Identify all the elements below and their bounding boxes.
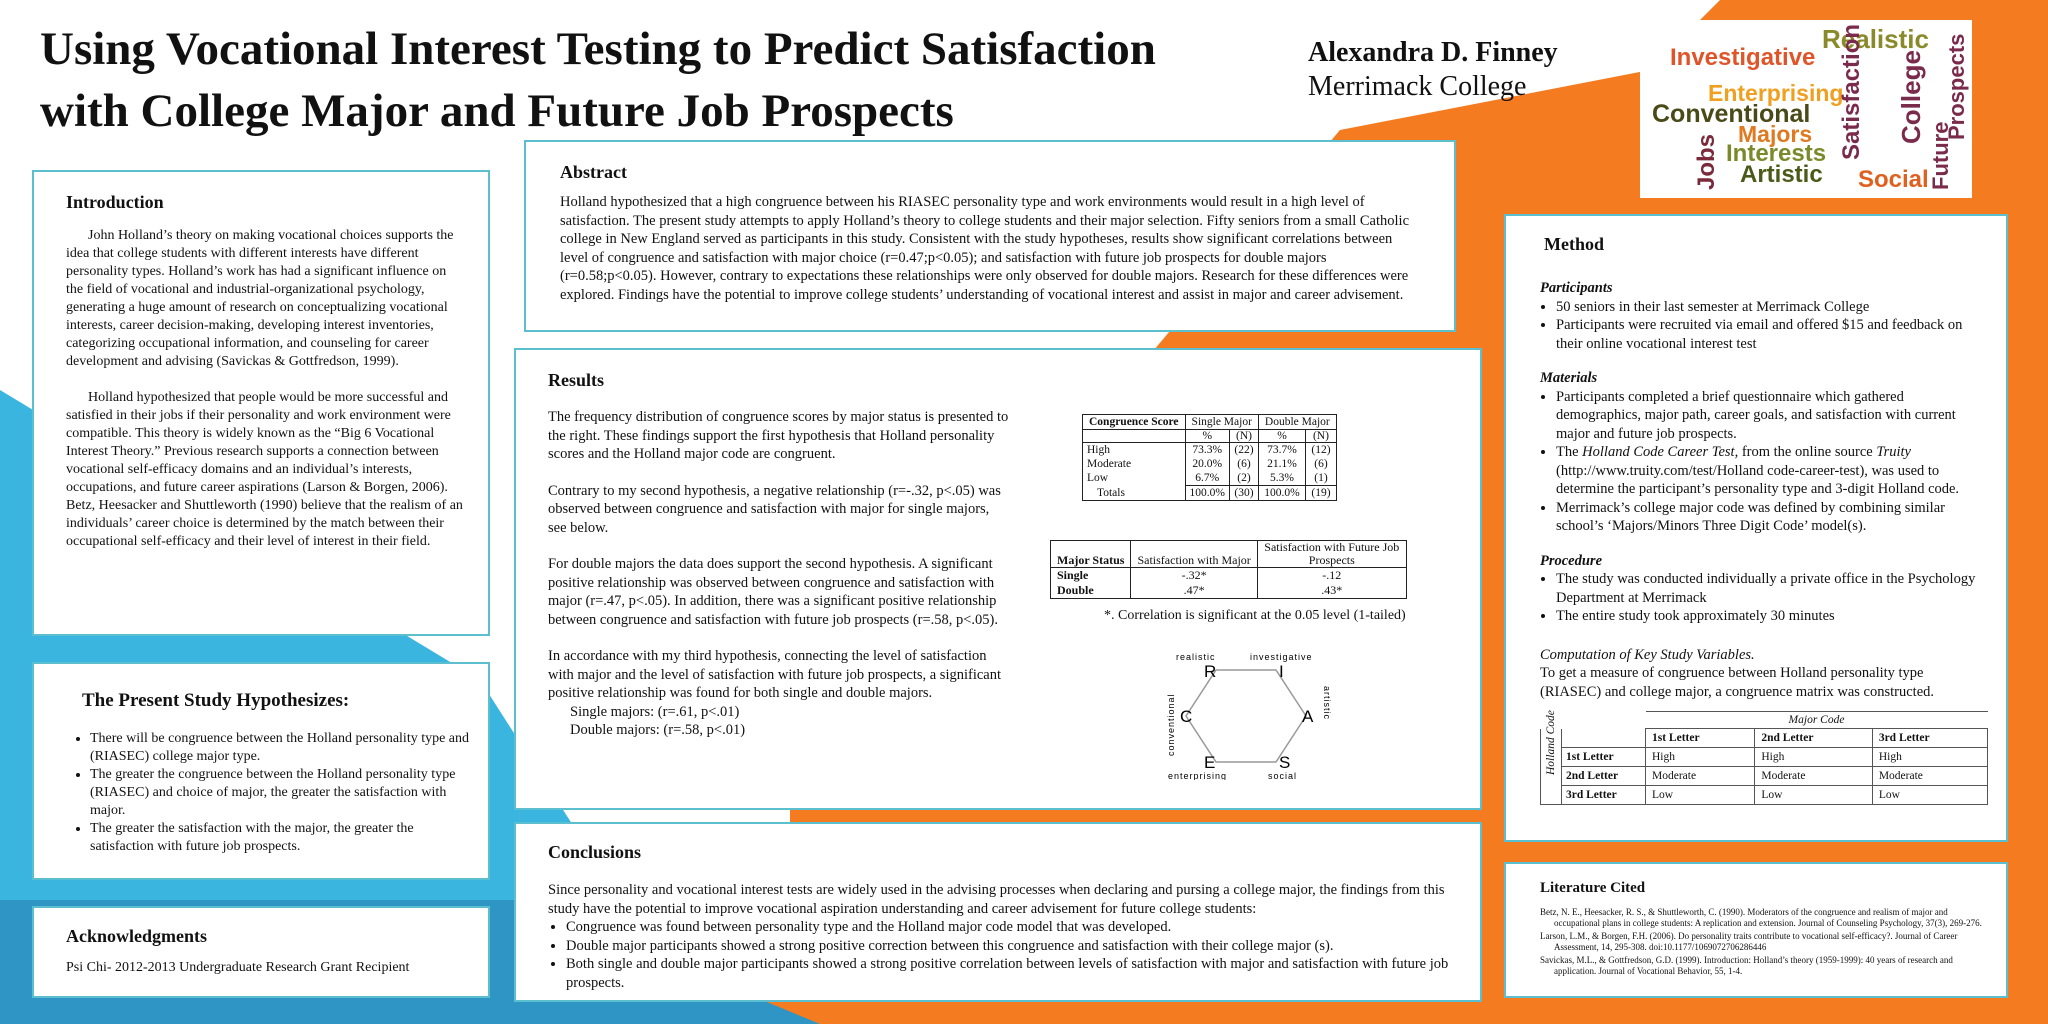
test-name: Holland Code Career Test, bbox=[1582, 444, 1739, 460]
results-p2: Contrary to my second hypothesis, a negative relationship (r=-.32, p<.05) was observed between congruence and satisfaction with major for single majors, see below. bbox=[548, 482, 1001, 536]
materials-list bbox=[1540, 388, 1988, 536]
word-investigative: Investigative bbox=[1670, 44, 1816, 71]
freq-row-label: High bbox=[1083, 443, 1186, 458]
freq-cell: (19) bbox=[1306, 486, 1337, 501]
word-interests: Interests bbox=[1726, 140, 1827, 167]
results-text bbox=[548, 408, 1010, 740]
materials-text: The bbox=[1556, 444, 1583, 460]
hex-letter-e: E bbox=[1204, 753, 1216, 772]
corr-header-status: Major Status bbox=[1051, 541, 1131, 568]
matrix-cell: Moderate bbox=[1755, 767, 1872, 786]
hex-letter-a: A bbox=[1302, 707, 1314, 726]
materials-text: (http://www.truity.com/test/Holland code-career-test), was used to determine the participant’s personality type and 3-digit Holland code. bbox=[1556, 462, 1960, 497]
list-item: • Merrimack’s college major code was defined by combining similar school’s ‘Majors/Minors Three Digit Code’ model(s). bbox=[1556, 499, 1988, 536]
conclusions-list bbox=[548, 918, 1450, 992]
word-jobs: Jobs bbox=[1693, 133, 1720, 190]
corr-header-future: Satisfaction with Future Job Prospects bbox=[1264, 540, 1400, 567]
freq-cell: 5.3% bbox=[1258, 471, 1305, 486]
hypotheses-heading: The Present Study Hypothesizes: bbox=[82, 690, 350, 711]
results-p4: In accordance with my third hypothesis, connecting the level of satisfaction with major and the level of satisfaction with future job prospects, a significant positive relationship was found for both single and double majors. bbox=[548, 648, 1002, 701]
hex-letter-c: C bbox=[1180, 707, 1193, 726]
introduction-p1: John Holland’s theory on making vocational choices supports the idea that college students with different interests have different personality types. Holland’s work has had a significant influence on the field of vocational and industrial-organizational psychology, generating a huge amount of research on conceptualizing vocational interests, career decision-making, developing interest inventories, categorizing occupational information, and counseling for career development and advising (Savickas & Gottfredson, 1999). bbox=[66, 228, 454, 369]
hex-label-social: social bbox=[1268, 771, 1298, 780]
table-row bbox=[1541, 748, 1988, 767]
list-item: • Double major participants showed a strong positive correction between this congruence and satisfaction with their college major (s). bbox=[566, 937, 1450, 956]
word-social: Social bbox=[1858, 166, 1929, 193]
freq-row-label: Moderate bbox=[1083, 457, 1186, 471]
corr-cell: -.12 bbox=[1322, 568, 1342, 582]
hex-letter-r: R bbox=[1204, 662, 1217, 681]
table-row bbox=[1051, 583, 1407, 599]
participants-list bbox=[1540, 298, 1988, 354]
freq-header-single: Single Major bbox=[1185, 415, 1258, 430]
matrix-empty bbox=[1562, 712, 1646, 729]
matrix-cell: Moderate bbox=[1872, 767, 1987, 786]
hex-label-conventional: conventional bbox=[1166, 693, 1176, 756]
table-row bbox=[1051, 568, 1407, 584]
freq-row-label: Low bbox=[1083, 471, 1186, 486]
freq-row-label: Totals bbox=[1083, 486, 1186, 501]
word-majors: Majors bbox=[1738, 121, 1813, 147]
matrix-row-header: 3rd Letter bbox=[1562, 786, 1646, 805]
table-row bbox=[1083, 471, 1337, 486]
matrix-empty bbox=[1562, 729, 1646, 748]
hypotheses-list bbox=[70, 730, 478, 856]
hex-label-enterprising: enterprising bbox=[1168, 771, 1228, 780]
procedure-list bbox=[1540, 570, 1988, 626]
matrix-cell: Low bbox=[1755, 786, 1872, 805]
correlation-table bbox=[1050, 540, 1407, 599]
word-conventional: Conventional bbox=[1652, 100, 1811, 128]
matrix-cell: High bbox=[1872, 748, 1987, 767]
list-item: • Both single and double major participants showed a strong positive correlation between levels of satisfaction with major and satisfaction with future job prospects. bbox=[566, 955, 1450, 992]
freq-cell: (6) bbox=[1314, 458, 1328, 470]
matrix-cell: High bbox=[1646, 748, 1755, 767]
word-cloud bbox=[1640, 20, 1972, 198]
freq-cell: (6) bbox=[1230, 457, 1259, 471]
introduction-heading: Introduction bbox=[66, 192, 164, 212]
results-p1: The frequency distribution of congruence scores by major status is presented to the right. These findings support the first hypothesis that Holland personality scores and the Holland major code are congruent. bbox=[548, 409, 1009, 462]
matrix-cell: Low bbox=[1646, 786, 1755, 805]
matrix-col-header: 1st Letter bbox=[1646, 729, 1755, 748]
hex-letter-i: I bbox=[1279, 662, 1284, 681]
acknowledgments-text: Psi Chi- 2012-2013 Undergraduate Research Grant Recipient bbox=[66, 960, 410, 975]
matrix-col-header: 3rd Letter bbox=[1872, 729, 1987, 748]
word-future: Future bbox=[1928, 121, 1953, 190]
word-satisfaction: Satisfaction bbox=[1838, 23, 1865, 160]
matrix-row-header: 1st Letter bbox=[1562, 748, 1646, 767]
corr-cell: -.32* bbox=[1131, 568, 1257, 584]
corr-cell: .47* bbox=[1131, 583, 1257, 599]
method-box bbox=[1504, 214, 2008, 842]
reference-item: Savickas, M.L., & Gottfredson, G.D. (1999). Introduction: Holland’s theory (1959-1999): 40 years of research and application. Journal of Vocational Behavior, 55, 1-4. bbox=[1540, 955, 1953, 976]
word-prospects: Prospects bbox=[1944, 33, 1969, 140]
acknowledgments-heading: Acknowledgments bbox=[66, 926, 208, 946]
literature-box bbox=[1504, 862, 2008, 998]
matrix-col-header: 2nd Letter bbox=[1755, 729, 1872, 748]
author-block bbox=[1308, 36, 1558, 104]
table-row bbox=[1541, 767, 1988, 786]
hex-label-realistic: realistic bbox=[1176, 652, 1216, 662]
reference-item: Betz, N. E., Heesacker, R. S., & Shuttleworth, C. (1990). Moderators of the congruence and realism of major and occupational plans in college students: A replication and extension. Journal of Counseling Psychology, 37(3), 269-276. bbox=[1540, 907, 1982, 928]
corr-cell: .43* bbox=[1321, 583, 1343, 597]
title-line-2: with College Major and Future Job Prospects bbox=[40, 85, 954, 137]
results-heading: Results bbox=[548, 370, 605, 390]
hypotheses-box bbox=[32, 662, 490, 880]
freq-n-header: (N) bbox=[1312, 430, 1329, 442]
freq-cell: 20.0% bbox=[1185, 457, 1229, 471]
matrix-cell: Moderate bbox=[1646, 767, 1755, 786]
materials-text: from the online source bbox=[1738, 444, 1877, 460]
freq-pct-header: % bbox=[1258, 430, 1305, 443]
list-item: • The study was conducted individually a private office in the Psychology Department at Merrimack bbox=[1556, 570, 1988, 607]
freq-cell: (1) bbox=[1314, 472, 1328, 484]
introduction-p2: Holland hypothesized that people would be more successful and satisfied in their jobs if their personality and work environment were compatible. This theory is widely known as the “Big 6 Vocational Interest Theory.” Previous research supports a connection between vocational self-efficacy domains and an individual’s interests, occupations, and future career aspirations (Larson & Borgen, 2006). Betz, Heesacker and Shuttleworth (1990) believe that the realism of an individuals’ career choice is determined by the match between their occupational self-efficacy and their level of interest in their field. bbox=[66, 390, 463, 549]
table-row bbox=[1083, 457, 1337, 471]
introduction-box bbox=[32, 170, 490, 636]
list-item: • The entire study took approximately 30 minutes bbox=[1556, 607, 1988, 626]
list-item bbox=[1556, 443, 1988, 499]
holland-code-label: Holland Code bbox=[1545, 710, 1557, 776]
computation-text: To get a measure of congruence between Holland personality type (RIASEC) and college major, a congruence matrix was constructed. bbox=[1540, 665, 1935, 700]
matrix-row-header: 2nd Letter bbox=[1562, 767, 1646, 786]
list-item: • Participants were recruited via email and offered $15 and feedback on their online vocational interest test bbox=[1556, 316, 1988, 353]
method-heading: Method bbox=[1544, 234, 1604, 254]
table-row bbox=[1541, 786, 1988, 805]
matrix-holland-code bbox=[1541, 710, 1562, 805]
word-enterprising: Enterprising bbox=[1708, 80, 1844, 106]
acknowledgments-box bbox=[32, 906, 490, 998]
author-name: Alexandra D. Finney bbox=[1308, 37, 1558, 68]
freq-cell: (12) bbox=[1311, 444, 1331, 456]
correlation-note: *. Correlation is significant at the 0.05 level (1-tailed) bbox=[1104, 608, 1406, 623]
abstract-text: Holland hypothesized that a high congruence between his RIASEC personality type and work environments would result in a high level of satisfaction. The present study attempts to apply Holland’s theory to college students and their major selection. Fifty seniors from a small Catholic college in New England served as participants in this study. Consistent with the study hypotheses, results show significant correlations between level of congruence and satisfaction with major choice (r=0.47;p<0.05); and satisfaction with future job prospects for double majors (r=0.58;p<0.05). However, contrary to expectations these relationships were only observed for double majors. Research for these differences were explored. Findings have the potential to improve college students’ understanding of vocational interest and assist in major and career advisement. bbox=[560, 194, 1410, 303]
reference-item: Larson, L.M., & Borgen, F.H. (2006). Do personality traits contribute to vocational self-efficacy?. Journal of Career Assessment, 14, 295-308. doi:10.1177/1069072706286446 bbox=[1540, 931, 1958, 952]
freq-cell: (30) bbox=[1230, 486, 1259, 501]
computation-heading: Computation of Key Study Variables. bbox=[1540, 646, 1755, 663]
results-box bbox=[514, 348, 1482, 810]
freq-cell: 100.0% bbox=[1185, 486, 1229, 501]
freq-cell: 73.3% bbox=[1185, 443, 1229, 458]
matrix-cell: High bbox=[1755, 748, 1872, 767]
riasec-hexagon-diagram bbox=[1164, 652, 1352, 780]
conclusions-heading: Conclusions bbox=[548, 842, 642, 862]
author-affiliation: Merrimack College bbox=[1308, 71, 1527, 102]
freq-header-score: Congruence Score bbox=[1083, 415, 1186, 430]
hypothesis-item: • The greater the congruence between the Holland personality type (RIASEC) and choice of major, the greater the satisfaction with major. bbox=[90, 766, 478, 820]
results-single: Single majors: (r=.61, p<.01) bbox=[570, 703, 740, 720]
abstract-box bbox=[524, 140, 1456, 332]
word-college: College bbox=[1896, 50, 1926, 144]
source-name: Truity bbox=[1876, 444, 1911, 460]
freq-empty-cell bbox=[1083, 430, 1186, 443]
procedure-heading: Procedure bbox=[1540, 552, 1603, 569]
congruence-matrix bbox=[1540, 711, 1988, 805]
hypothesis-item: • The greater the satisfaction with the major, the greater the satisfaction with future job prospects. bbox=[90, 820, 478, 856]
conclusions-box bbox=[514, 822, 1482, 1002]
title-line-1: Using Vocational Interest Testing to Predict Satisfaction bbox=[40, 23, 1156, 75]
freq-pct-header: % bbox=[1185, 430, 1229, 443]
freq-cell: 6.7% bbox=[1185, 471, 1229, 486]
matrix-major-code: Major Code bbox=[1646, 712, 1988, 729]
freq-cell: 100.0% bbox=[1258, 486, 1305, 501]
corr-row-label: Single bbox=[1051, 568, 1131, 584]
literature-heading: Literature Cited bbox=[1540, 880, 1646, 896]
word-artistic: Artistic bbox=[1740, 161, 1823, 188]
freq-header-double: Double Major bbox=[1258, 415, 1336, 430]
frequency-table bbox=[1082, 414, 1337, 501]
abstract-heading: Abstract bbox=[560, 162, 627, 182]
list-item: • Participants completed a brief questionnaire which gathered demographics, major path, career goals, and satisfaction with current major and future job prospects. bbox=[1556, 388, 1988, 444]
poster-title bbox=[40, 18, 1156, 142]
freq-cell: 73.7% bbox=[1258, 443, 1305, 458]
conclusions-intro: Since personality and vocational interest tests are widely used in the advising processes when declaring and pursing a college major, the findings from this study have the potential to improve vocational aspiration understanding and career advisement for future college students: bbox=[548, 882, 1445, 917]
freq-n-header: (N) bbox=[1230, 430, 1259, 443]
results-p3: For double majors the data does support the second hypothesis. A significant positive relationship was observed between congruence and satisfaction with major (r=.47, p<.05). In addition, there was a significant positive relationship between congruence and satisfaction with future job prospects (r=.58, p<.05). bbox=[548, 556, 999, 628]
materials-heading: Materials bbox=[1540, 370, 1598, 386]
corr-header-major: Satisfaction with Major bbox=[1131, 541, 1257, 568]
hex-label-investigative: investigative bbox=[1250, 652, 1313, 662]
results-double: Double majors: (r=.58, p<.01) bbox=[570, 722, 746, 738]
freq-cell: (22) bbox=[1230, 443, 1259, 458]
word-realistic: Realistic bbox=[1822, 24, 1929, 54]
list-item: • 50 seniors in their last semester at Merrimack College bbox=[1556, 298, 1988, 317]
hex-letter-s: S bbox=[1279, 753, 1291, 772]
freq-cell: 21.1% bbox=[1258, 457, 1305, 471]
corr-row-label: Double bbox=[1051, 583, 1131, 599]
list-item: • Congruence was found between personality type and the Holland major code model that was developed. bbox=[566, 918, 1450, 937]
participants-heading: Participants bbox=[1540, 280, 1613, 296]
hex-label-artistic: artistic bbox=[1322, 686, 1332, 721]
freq-cell: (2) bbox=[1230, 471, 1259, 486]
table-row bbox=[1083, 443, 1337, 458]
hypothesis-item: • There will be congruence between the Holland personality type and (RIASEC) college major type. bbox=[90, 730, 478, 766]
matrix-cell: Low bbox=[1872, 786, 1987, 805]
literature-refs bbox=[1540, 907, 1992, 977]
table-row bbox=[1083, 486, 1337, 501]
